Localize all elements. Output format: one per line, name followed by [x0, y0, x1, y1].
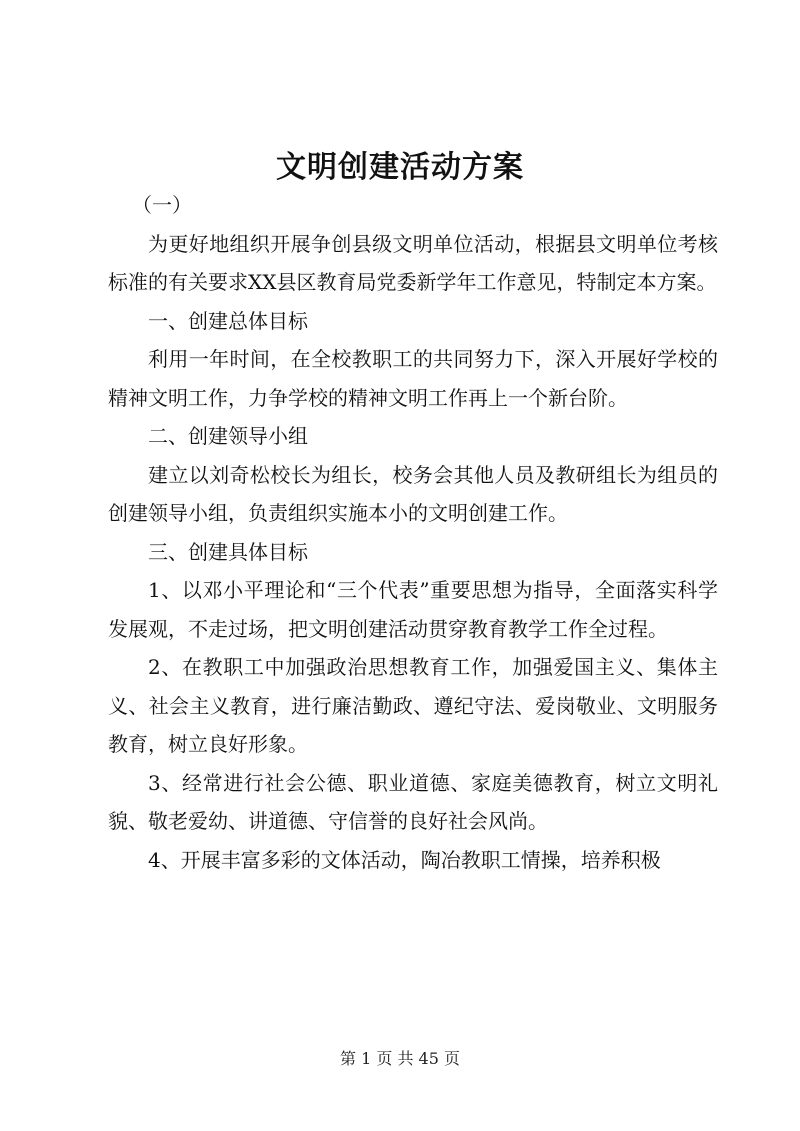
section-number: （一）: [132, 193, 192, 217]
heading-specific-goals: 三、创建具体目标: [148, 539, 308, 564]
page-footer: 第 1 页 共 45 页: [340, 1049, 460, 1068]
heading-overall-goal: 一、创建总体目标: [148, 308, 308, 333]
intro-paragraph: 为更好地组织开展争创县级文明单位活动，根据县文明单位考核标准的有关要求XX县区教育局党委新学年工作意见，特制定本方案。: [108, 231, 718, 294]
goal-item-4: 4、开展丰富多彩的文体活动，陶冶教职工情操，培养积极: [148, 847, 661, 872]
goal-item-1: 1、以邓小平理论和“三个代表”重要思想为指导，全面落实科学发展观，不走过场，把文明创建活动贯穿教育教学工作全过程。: [108, 578, 718, 641]
document-title: 文明创建活动方案: [276, 150, 524, 185]
overall-goal-paragraph: 利用一年时间，在全校教职工的共同努力下，深入开展好学校的精神文明工作，力争学校的精神文明工作再上一个新台阶。: [108, 347, 718, 410]
document-body: [108, 186, 718, 879]
goal-item-2: 2、在教职工中加强政治思想教育工作，加强爱国主义、集体主义、社会主义教育，进行廉洁勤政、遵纪守法、爱岗敬业、文明服务教育，树立良好形象。: [108, 655, 718, 756]
leadership-group-paragraph: 建立以刘奇松校长为组长，校务会其他人员及教研组长为组员的创建领导小组，负责组织实施本小的文明创建工作。: [108, 462, 718, 525]
goal-item-3: 3、经常进行社会公德、职业道德、家庭美德教育，树立文明礼貌、敬老爱幼、讲道德、守信誉的良好社会风尚。: [108, 770, 718, 833]
heading-leadership-group: 二、创建领导小组: [148, 424, 308, 448]
